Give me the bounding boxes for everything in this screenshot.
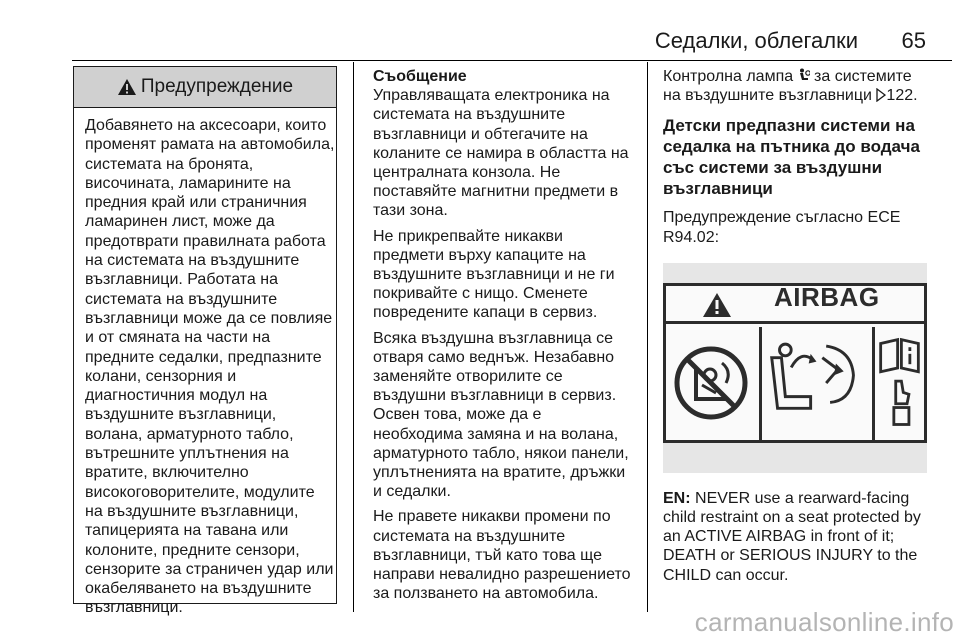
column-divider-1 [353,62,354,612]
lamp-paragraph [663,67,933,105]
column-divider-2 [647,62,648,612]
warning-text: Добавянето на аксесоари, които променят рамата на автомобила, системата на бронята, височината, ламарините на предния край или страничния ламаринен лист, може да предотврати правилната работа на системата на въздушните възглавници. Работата на системата на въздушните възглавници може да се повлияе и от смяната на части на предните седалки, предпазните колани, сензорния и диагностичния модул на въздушните възглавници, волана, арматурното табло, вътрешните уплътнения на вратите, включително високоговорителите, модулите на въздушните възглавници, тапицерията на тавана или колоните, предните сензори, сензорите за страничен удар или окабеляването на въздушните възглавници. [85,117,335,617]
paragraph-covers: Не прикрепвайте никакви предмети върху капаците на въздушните възглавници и не ги покривайте с нищо. Сменете повредените капаци в сервиз. [373,227,615,322]
notice-heading: Съобщение [373,68,467,85]
paragraph-no-modifications: Не правете никакви промени по системата на въздушните възглавници, тъй като това ще направи невалидно разрешението за ползването на автомобила. [373,508,631,603]
airbag-seat-icon [798,68,810,83]
label-frame [663,283,927,443]
warning-triangle-icon [117,78,137,96]
page-reference-arrow-icon [876,88,886,102]
paragraph-deploy-once: Всяка въздушна възглавница се отваря само веднъж. Незабавно заменяйте отворилите се въздушни възглавници в сервиз. Освен това, може да е необходима замяна и на волана, арматурното табло, някои панели, уплътненията на вратите, дръжки и седалки. [373,329,629,501]
page-title: Седалки, облегалки [654,28,858,53]
warning-heading-text: Предупреждение [140,76,294,97]
column-2 [373,67,633,609]
en-prefix: EN: [663,489,691,507]
warning-box [73,66,337,617]
section-heading: Детски предпазни системи на седалка на пътника до водача със системи за въздушни възглавници [663,116,920,199]
lamp-text-middle: за системите на въздушните възглавници [663,68,912,105]
en-warning-text [663,489,933,585]
page-number: 65 [901,28,926,53]
airbag-warning-label [663,263,927,473]
header-rule [72,60,952,61]
column-3 [663,67,933,585]
label-top-bar [666,281,924,324]
page-header [0,20,960,60]
warning-triangle-icon [702,292,732,318]
notice-text: Управляващата електроника на системата на въздушните възглавници и обтегачите на коланите се намира в областта на централната конзола. Не поставяйте магнитни предмети в тази зона. [373,87,629,220]
label-airbag-text: AIRBAG [774,281,880,312]
watermark: carmanualsonline.info [694,607,954,637]
lamp-text-before: Контролна лампа [663,68,798,85]
warning-heading [74,67,336,108]
en-text: NEVER use a rearward-facing child restraint on a seat protected by an ACTIVE AIRBAG in front of it; DEATH or SERIOUS INJURY to the CHILD can occur. [663,489,921,584]
lamp-page-ref: 122. [886,87,918,105]
ece-text: Предупреждение съгласно ECE R94.02: [663,209,901,246]
no-rearward-child-seat-icon [666,327,756,440]
airbag-deployment-icon [759,327,869,440]
read-manual-icon [872,327,924,440]
